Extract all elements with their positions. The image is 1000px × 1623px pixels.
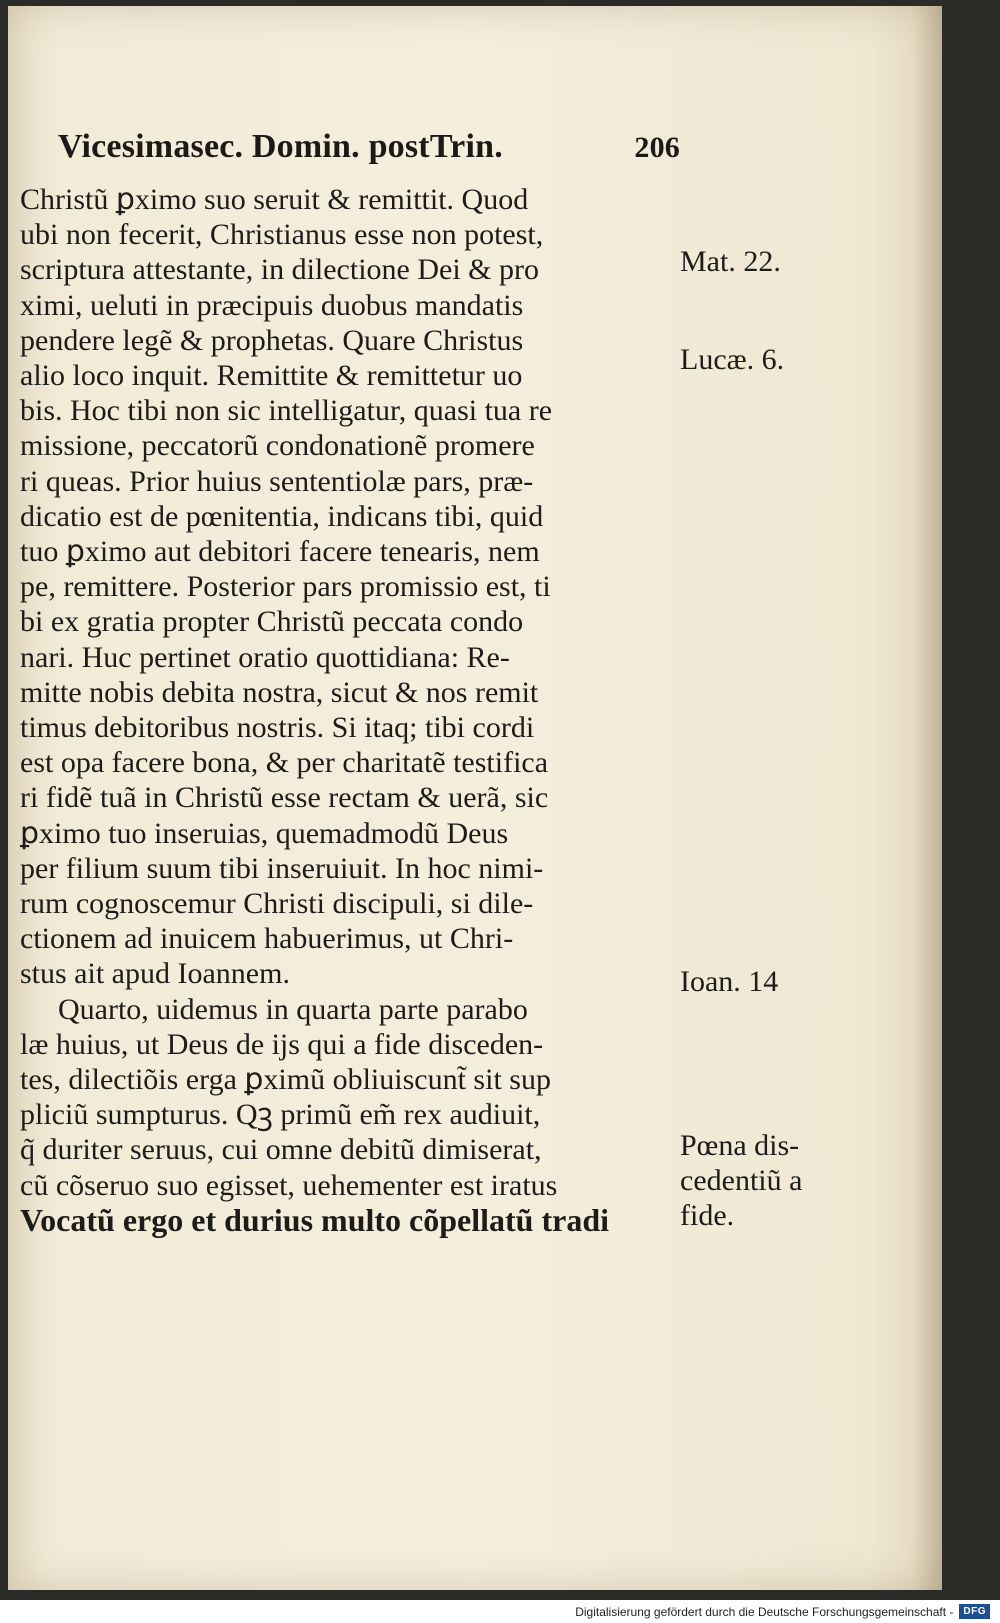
body-line: ꝑximo tuo inseruias, quemadmodũ Deus	[20, 816, 509, 850]
body-line: alio loco inquit. Remittite & remittetur uo	[20, 359, 523, 393]
body-text	[20, 182, 685, 1238]
body-line: nari. Huc pertinet oratio quottidiana: Re-	[20, 640, 510, 674]
body-line: ri fidẽ tuã in Christũ esse rectam & uerã, sic	[20, 781, 549, 815]
body-line: missione, peccatorũ condonationẽ promere	[20, 429, 535, 463]
body-line: bis. Hoc tibi non sic intelligatur, quasi tua re	[20, 394, 553, 428]
paragraph-start-line: Quarto, uidemus in quarta parte parabo	[58, 992, 528, 1026]
body-line: pe, remittere. Posterior pars promissio est, ti	[20, 570, 551, 604]
body-line: ubi non fecerit, Christianus esse non potest,	[20, 218, 544, 252]
body-line: dicatio est de pœnitentia, indicans tibi, quid	[20, 499, 544, 533]
folio-number: 206	[634, 131, 680, 164]
body-line: tes, dilectiõis erga ꝑximũ obliuiscunt̃ sit sup	[20, 1063, 551, 1097]
margin-note-luke: Lucæ. 6.	[680, 343, 785, 376]
margin-note-poena-line-2: cedentiũ a	[680, 1164, 803, 1197]
body-line: bi ex gratia propter Christũ peccata condo	[20, 605, 524, 639]
margin-note-poena-line-3: fide.	[680, 1199, 735, 1232]
margin-note-john: Ioan. 14	[680, 965, 779, 998]
body-line: est opa facere bona, & per charitatẽ testifica	[20, 746, 549, 780]
catchword-line: Vocatũ ergo et durius multo cõpellatũ tradi	[20, 1202, 610, 1238]
body-line: cũ cõseruo suo egisset, uehementer est iratus	[20, 1168, 558, 1202]
body-line: rum cognoscemur Christi discipuli, si dile-	[20, 887, 534, 921]
margin-note-poena-line-1: Pœna dis-	[680, 1129, 800, 1162]
footer-credit: Digitalisierung gefördert durch die Deutsche Forschungsgemeinschaft -	[575, 1604, 954, 1619]
body-line: q̃ duriter seruus, cui omne debitũ dimiserat,	[20, 1133, 542, 1167]
body-line: scriptura attestante, in dilectione Dei & pro	[20, 253, 539, 287]
margin-note-matthew: Mat. 22.	[680, 245, 781, 278]
body-line: mitte nobis debita nostra, sicut & nos remit	[20, 675, 539, 709]
page-edge-shadow	[912, 6, 942, 1590]
body-line: per filium suum tibi inseruiuit. In hoc nimi-	[20, 851, 544, 885]
body-line: pendere legẽ & prophetas. Quare Christus	[20, 323, 524, 357]
body-line: tuo ꝑximo aut debitori facere tenearis, nem	[20, 535, 540, 569]
dfg-logo-icon: DFG	[959, 1604, 990, 1619]
body-line: stus ait apud Ioannem.	[20, 957, 290, 991]
body-line: læ huius, ut Deus de ĳs qui a fide disceden-	[20, 1027, 544, 1061]
running-head	[58, 128, 680, 166]
body-line: ximi, ueluti in præcipuis duobus mandatis	[20, 288, 524, 322]
digitization-footer	[0, 1600, 1000, 1623]
body-line: ri queas. Prior huius sententiolæ pars, præ-	[20, 464, 534, 498]
body-line: timus debitoribus nostris. Si itaq; tibi cordi	[20, 711, 535, 745]
body-line: pliciũ sumpturus. Qꝫ primũ em̃ rex audiuit,	[20, 1098, 541, 1132]
body-line: ctionem ad inuicem habuerimus, ut Chri-	[20, 922, 514, 956]
running-title: Vicesimasec. Domin. postTrin.	[58, 128, 503, 165]
body-line: Christũ ꝑximo suo seruit & remittit. Quod	[20, 183, 529, 216]
